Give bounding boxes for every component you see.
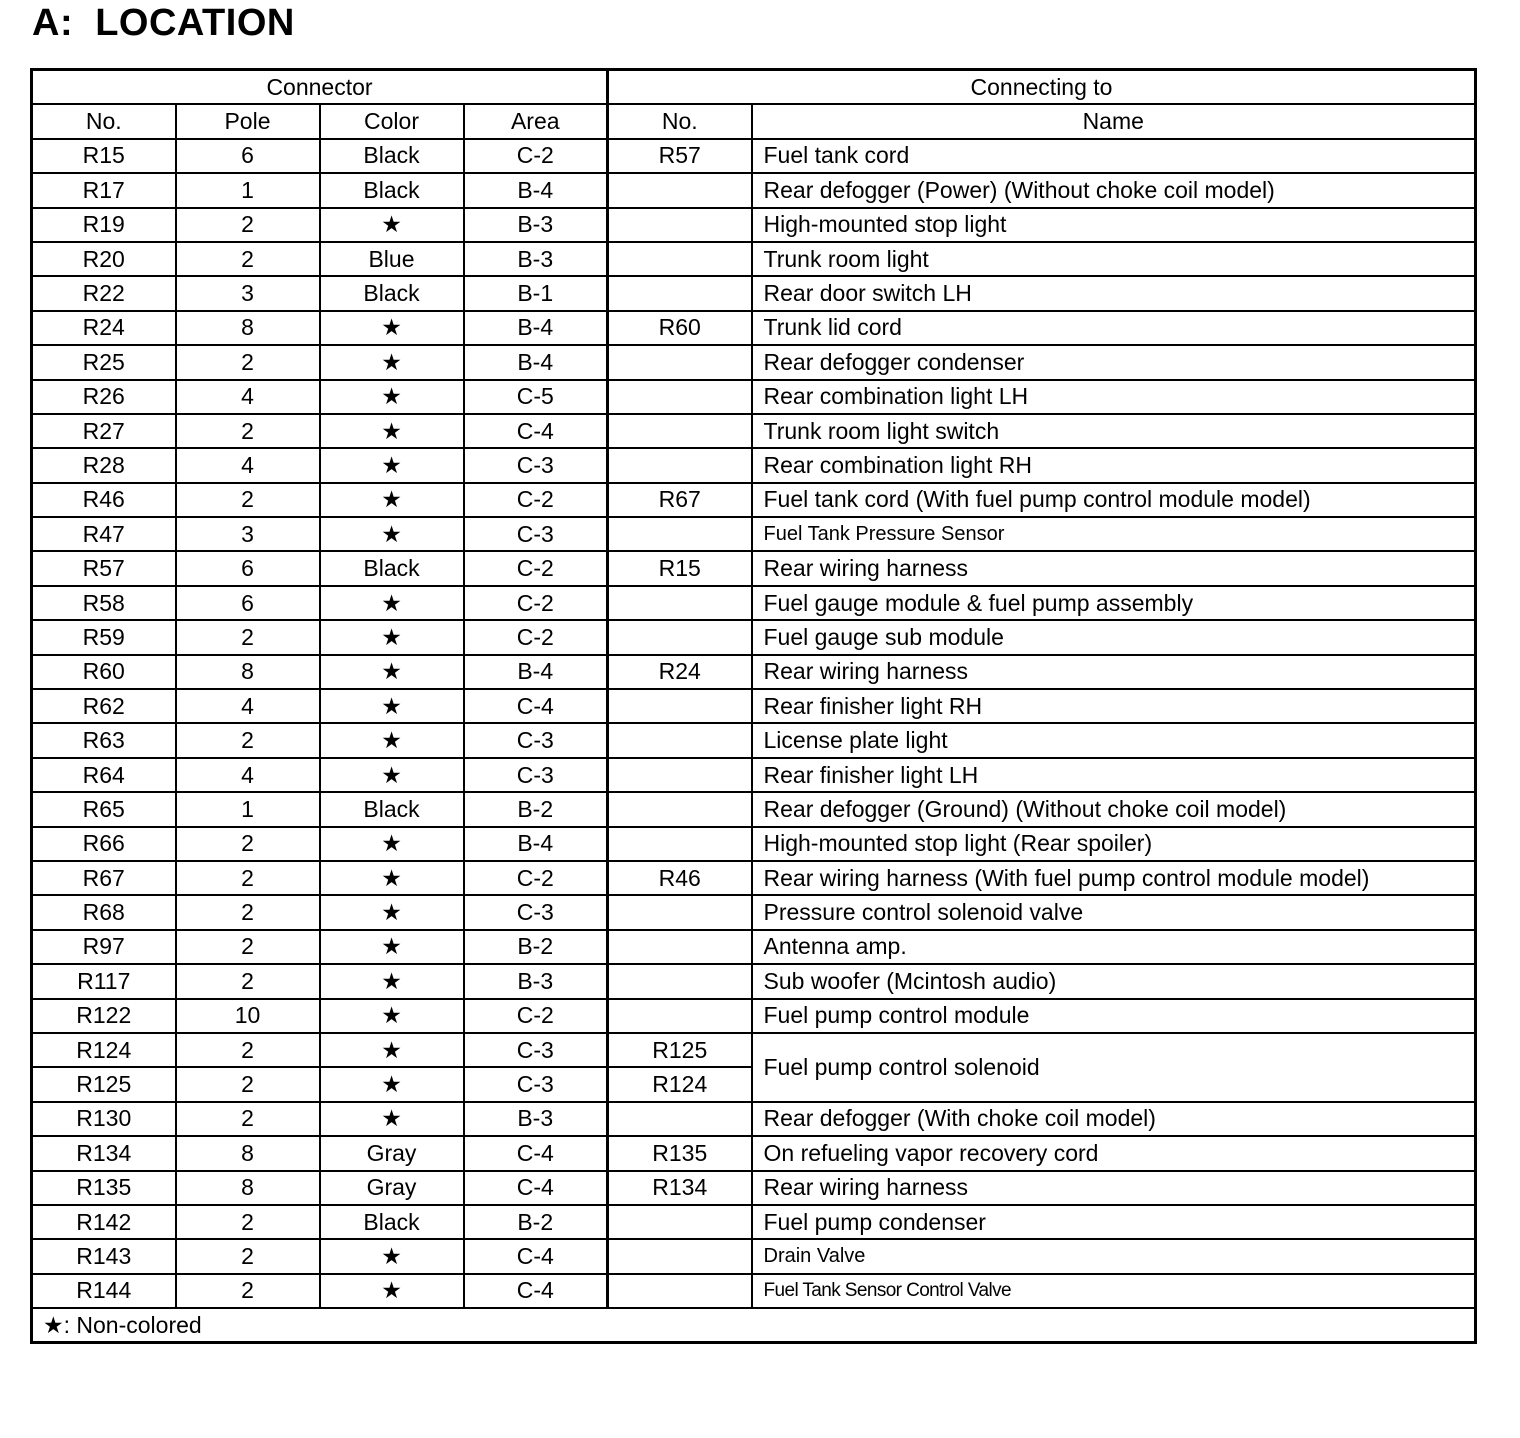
pole-cell: 2 <box>176 1274 320 1308</box>
area-cell: B-1 <box>464 276 608 310</box>
color-cell: ★ <box>320 414 464 448</box>
connecting-name-cell: Rear combination light LH <box>752 380 1476 414</box>
color-cell: Black <box>320 139 464 173</box>
pole-cell: 4 <box>176 689 320 723</box>
area-cell: C-3 <box>464 448 608 482</box>
connector-no-cell: R27 <box>32 414 176 448</box>
connecting-no-cell: R24 <box>608 655 752 689</box>
area-cell: C-2 <box>464 586 608 620</box>
connecting-name-cell: High-mounted stop light <box>752 208 1476 242</box>
table-row <box>32 723 1476 757</box>
table-row <box>32 448 1476 482</box>
connecting-no-cell <box>608 208 752 242</box>
connector-no-cell: R144 <box>32 1274 176 1308</box>
connector-no-cell: R25 <box>32 345 176 379</box>
pole-cell: 2 <box>176 208 320 242</box>
connecting-no-cell <box>608 380 752 414</box>
name-column-header: Name <box>752 104 1476 138</box>
connecting-name-cell: Drain Valve <box>752 1239 1476 1273</box>
area-cell: C-3 <box>464 1033 608 1067</box>
color-cell: ★ <box>320 1274 464 1308</box>
table-row <box>32 792 1476 826</box>
connecting-no-cell <box>608 723 752 757</box>
table-row <box>32 1205 1476 1239</box>
table-row <box>32 620 1476 654</box>
color-cell: ★ <box>320 655 464 689</box>
pole-cell: 4 <box>176 448 320 482</box>
connecting-no-cell: R67 <box>608 483 752 517</box>
area-cell: C-4 <box>464 1239 608 1273</box>
color-cell: ★ <box>320 895 464 929</box>
connecting-name-cell: Rear wiring harness <box>752 655 1476 689</box>
connecting-name-cell: Rear door switch LH <box>752 276 1476 310</box>
area-cell: C-2 <box>464 999 608 1033</box>
area-cell: B-4 <box>464 827 608 861</box>
connecting-no-cell <box>608 758 752 792</box>
color-cell: ★ <box>320 1239 464 1273</box>
connecting-name-cell: Fuel tank cord (With fuel pump control module model) <box>752 483 1476 517</box>
connector-no-cell: R66 <box>32 827 176 861</box>
connector-no-cell: R122 <box>32 999 176 1033</box>
color-cell: Gray <box>320 1171 464 1205</box>
connecting-name-cell: On refueling vapor recovery cord <box>752 1136 1476 1170</box>
color-cell: ★ <box>320 1102 464 1136</box>
color-cell: Black <box>320 276 464 310</box>
connector-no-cell: R125 <box>32 1067 176 1101</box>
area-column-header: Area <box>464 104 608 138</box>
column-header-row <box>32 104 1476 138</box>
area-cell: C-4 <box>464 1274 608 1308</box>
connecting-name-cell: Fuel tank cord <box>752 139 1476 173</box>
color-cell: ★ <box>320 1033 464 1067</box>
connecting-name-cell: Pressure control solenoid valve <box>752 895 1476 929</box>
pole-cell: 1 <box>176 792 320 826</box>
connecting-name-cell: Rear defogger (Ground) (Without choke coil model) <box>752 792 1476 826</box>
area-cell: C-4 <box>464 1171 608 1205</box>
pole-cell: 1 <box>176 173 320 207</box>
connecting-name-cell: Rear combination light RH <box>752 448 1476 482</box>
connector-no-cell: R142 <box>32 1205 176 1239</box>
pole-cell: 8 <box>176 1136 320 1170</box>
table-row <box>32 551 1476 585</box>
connecting-name-cell: Rear wiring harness <box>752 1171 1476 1205</box>
area-cell: C-5 <box>464 380 608 414</box>
connecting-no-cell <box>608 1205 752 1239</box>
connecting-name-cell: Rear finisher light RH <box>752 689 1476 723</box>
table-row <box>32 930 1476 964</box>
color-cell: ★ <box>320 517 464 551</box>
connecting-no-cell: R125 <box>608 1033 752 1067</box>
color-cell: Black <box>320 173 464 207</box>
pole-cell: 2 <box>176 964 320 998</box>
color-cell: Black <box>320 551 464 585</box>
connector-no-cell: R59 <box>32 620 176 654</box>
connector-no-cell: R130 <box>32 1102 176 1136</box>
connecting-name-cell: Sub woofer (Mcintosh audio) <box>752 964 1476 998</box>
connecting-no-cell: R124 <box>608 1067 752 1101</box>
pole-cell: 2 <box>176 345 320 379</box>
table-row <box>32 345 1476 379</box>
connecting-name-cell: Rear finisher light LH <box>752 758 1476 792</box>
color-cell: ★ <box>320 208 464 242</box>
connecting-name-cell: Rear wiring harness <box>752 551 1476 585</box>
pole-column-header: Pole <box>176 104 320 138</box>
connecting-no-cell <box>608 620 752 654</box>
connector-no-cell: R135 <box>32 1171 176 1205</box>
table-row <box>32 758 1476 792</box>
connecting-no-cell: R60 <box>608 311 752 345</box>
pole-cell: 6 <box>176 139 320 173</box>
pole-cell: 6 <box>176 586 320 620</box>
connecting-name-cell: Fuel pump condenser <box>752 1205 1476 1239</box>
color-cell: ★ <box>320 758 464 792</box>
pole-cell: 8 <box>176 1171 320 1205</box>
table-body <box>32 139 1476 1308</box>
pole-cell: 2 <box>176 930 320 964</box>
connector-no-cell: R57 <box>32 551 176 585</box>
area-cell: B-4 <box>464 655 608 689</box>
color-cell: ★ <box>320 689 464 723</box>
table-row <box>32 380 1476 414</box>
table-row <box>32 517 1476 551</box>
connector-no-cell: R22 <box>32 276 176 310</box>
connecting-no-cell: R135 <box>608 1136 752 1170</box>
connector-no-cell: R60 <box>32 655 176 689</box>
color-cell: ★ <box>320 964 464 998</box>
area-cell: C-3 <box>464 1067 608 1101</box>
no-column-header: No. <box>32 104 176 138</box>
table-row <box>32 999 1476 1033</box>
connecting-no-cell <box>608 173 752 207</box>
connecting-name-cell: License plate light <box>752 723 1476 757</box>
table-row <box>32 1136 1476 1170</box>
table-row <box>32 139 1476 173</box>
color-cell: ★ <box>320 483 464 517</box>
table-row <box>32 1171 1476 1205</box>
pole-cell: 2 <box>176 1033 320 1067</box>
table-row <box>32 414 1476 448</box>
color-cell: Black <box>320 1205 464 1239</box>
connecting-name-cell: Rear wiring harness (With fuel pump control module model) <box>752 861 1476 895</box>
table-row <box>32 1239 1476 1273</box>
connecting-no-cell <box>608 1239 752 1273</box>
table-row <box>32 1102 1476 1136</box>
table-row <box>32 586 1476 620</box>
connecting-name-cell: Trunk lid cord <box>752 311 1476 345</box>
color-cell: ★ <box>320 380 464 414</box>
area-cell: C-3 <box>464 723 608 757</box>
connector-no-cell: R24 <box>32 311 176 345</box>
color-cell: ★ <box>320 723 464 757</box>
table-row <box>32 861 1476 895</box>
table-row <box>32 1274 1476 1308</box>
area-cell: C-4 <box>464 689 608 723</box>
connector-no-cell: R19 <box>32 208 176 242</box>
pole-cell: 10 <box>176 999 320 1033</box>
color-cell: ★ <box>320 1067 464 1101</box>
connector-no-cell: R63 <box>32 723 176 757</box>
connector-group-header: Connector <box>32 70 608 105</box>
connecting-no-column-header: No. <box>608 104 752 138</box>
connecting-no-cell <box>608 792 752 826</box>
connecting-no-cell <box>608 827 752 861</box>
area-cell: C-4 <box>464 414 608 448</box>
pole-cell: 2 <box>176 414 320 448</box>
footnote-row <box>32 1308 1476 1343</box>
area-cell: C-2 <box>464 551 608 585</box>
connecting-name-cell: Trunk room light switch <box>752 414 1476 448</box>
connecting-no-cell <box>608 345 752 379</box>
connecting-name-cell: Rear defogger (With choke coil model) <box>752 1102 1476 1136</box>
area-cell: B-3 <box>464 964 608 998</box>
table-row <box>32 173 1476 207</box>
table-row <box>32 827 1476 861</box>
table-row <box>32 655 1476 689</box>
connector-no-cell: R17 <box>32 173 176 207</box>
color-cell: Gray <box>320 1136 464 1170</box>
area-cell: C-4 <box>464 1136 608 1170</box>
color-cell: ★ <box>320 620 464 654</box>
connector-no-cell: R46 <box>32 483 176 517</box>
pole-cell: 2 <box>176 1067 320 1101</box>
connecting-no-cell <box>608 414 752 448</box>
table-row <box>32 689 1476 723</box>
table-row <box>32 964 1476 998</box>
pole-cell: 2 <box>176 1102 320 1136</box>
connector-no-cell: R20 <box>32 242 176 276</box>
connecting-no-cell <box>608 999 752 1033</box>
area-cell: C-2 <box>464 483 608 517</box>
pole-cell: 3 <box>176 276 320 310</box>
connector-no-cell: R117 <box>32 964 176 998</box>
connector-no-cell: R68 <box>32 895 176 929</box>
group-header-row <box>32 70 1476 105</box>
table-row <box>32 276 1476 310</box>
connector-location-table <box>30 68 1477 1344</box>
pole-cell: 4 <box>176 758 320 792</box>
connecting-name-cell: Rear defogger condenser <box>752 345 1476 379</box>
connecting-name-cell: Trunk room light <box>752 242 1476 276</box>
connecting-name-cell: High-mounted stop light (Rear spoiler) <box>752 827 1476 861</box>
table-row <box>32 242 1476 276</box>
connecting-no-cell <box>608 448 752 482</box>
connector-no-cell: R64 <box>32 758 176 792</box>
pole-cell: 2 <box>176 827 320 861</box>
area-cell: C-3 <box>464 895 608 929</box>
pole-cell: 6 <box>176 551 320 585</box>
connecting-no-cell: R15 <box>608 551 752 585</box>
pole-cell: 4 <box>176 380 320 414</box>
table-row <box>32 483 1476 517</box>
connector-no-cell: R58 <box>32 586 176 620</box>
area-cell: C-3 <box>464 517 608 551</box>
area-cell: B-3 <box>464 208 608 242</box>
connector-no-cell: R47 <box>32 517 176 551</box>
area-cell: B-2 <box>464 1205 608 1239</box>
color-column-header: Color <box>320 104 464 138</box>
connecting-no-cell <box>608 689 752 723</box>
pole-cell: 2 <box>176 895 320 929</box>
connector-no-cell: R97 <box>32 930 176 964</box>
table-row <box>32 311 1476 345</box>
color-cell: ★ <box>320 861 464 895</box>
pole-cell: 2 <box>176 861 320 895</box>
connecting-name-cell: Rear defogger (Power) (Without choke coil model) <box>752 173 1476 207</box>
connecting-to-group-header: Connecting to <box>608 70 1476 105</box>
color-cell: ★ <box>320 999 464 1033</box>
area-cell: C-2 <box>464 139 608 173</box>
area-cell: C-2 <box>464 861 608 895</box>
connecting-no-cell <box>608 1274 752 1308</box>
footnote: ★: Non-colored <box>32 1308 1476 1343</box>
color-cell: Blue <box>320 242 464 276</box>
pole-cell: 2 <box>176 723 320 757</box>
connecting-no-cell: R134 <box>608 1171 752 1205</box>
connecting-no-cell <box>608 242 752 276</box>
connecting-no-cell: R46 <box>608 861 752 895</box>
connecting-name-cell: Fuel gauge sub module <box>752 620 1476 654</box>
connecting-name-cell: Fuel Tank Pressure Sensor <box>752 517 1476 551</box>
connector-no-cell: R65 <box>32 792 176 826</box>
connecting-no-cell <box>608 586 752 620</box>
color-cell: ★ <box>320 930 464 964</box>
pole-cell: 8 <box>176 311 320 345</box>
color-cell: ★ <box>320 448 464 482</box>
area-cell: B-2 <box>464 930 608 964</box>
connector-no-cell: R28 <box>32 448 176 482</box>
area-cell: B-3 <box>464 1102 608 1136</box>
table-row <box>32 895 1476 929</box>
connecting-no-cell <box>608 964 752 998</box>
connector-no-cell: R134 <box>32 1136 176 1170</box>
area-cell: C-3 <box>464 758 608 792</box>
color-cell: ★ <box>320 586 464 620</box>
pole-cell: 2 <box>176 620 320 654</box>
area-cell: B-4 <box>464 311 608 345</box>
page-title: A: LOCATION <box>32 2 295 44</box>
connector-no-cell: R62 <box>32 689 176 723</box>
table-row <box>32 1033 1476 1067</box>
connecting-no-cell <box>608 276 752 310</box>
connecting-no-cell: R57 <box>608 139 752 173</box>
area-cell: B-3 <box>464 242 608 276</box>
connecting-name-cell: Fuel pump control module <box>752 999 1476 1033</box>
connector-no-cell: R124 <box>32 1033 176 1067</box>
connector-no-cell: R143 <box>32 1239 176 1273</box>
connecting-no-cell <box>608 517 752 551</box>
table-row <box>32 208 1476 242</box>
connecting-name-cell: Antenna amp. <box>752 930 1476 964</box>
pole-cell: 2 <box>176 242 320 276</box>
pole-cell: 2 <box>176 1205 320 1239</box>
connecting-name-cell: Fuel pump control solenoid <box>752 1033 1476 1102</box>
color-cell: ★ <box>320 311 464 345</box>
connector-no-cell: R26 <box>32 380 176 414</box>
color-cell: ★ <box>320 345 464 379</box>
color-cell: Black <box>320 792 464 826</box>
pole-cell: 2 <box>176 1239 320 1273</box>
connecting-no-cell <box>608 1102 752 1136</box>
connecting-no-cell <box>608 895 752 929</box>
pole-cell: 2 <box>176 483 320 517</box>
connector-no-cell: R15 <box>32 139 176 173</box>
color-cell: ★ <box>320 827 464 861</box>
connecting-name-cell: Fuel gauge module & fuel pump assembly <box>752 586 1476 620</box>
area-cell: C-2 <box>464 620 608 654</box>
pole-cell: 3 <box>176 517 320 551</box>
pole-cell: 8 <box>176 655 320 689</box>
connecting-no-cell <box>608 930 752 964</box>
connecting-name-cell: Fuel Tank Sensor Control Valve <box>752 1274 1476 1308</box>
connector-no-cell: R67 <box>32 861 176 895</box>
area-cell: B-4 <box>464 345 608 379</box>
area-cell: B-4 <box>464 173 608 207</box>
area-cell: B-2 <box>464 792 608 826</box>
